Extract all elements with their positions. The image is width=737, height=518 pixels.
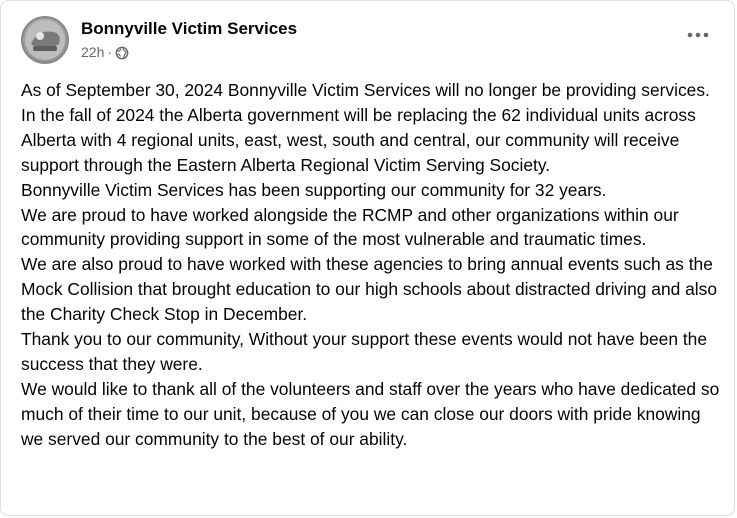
- page-avatar[interactable]: [21, 16, 69, 64]
- post-subline: [81, 42, 297, 62]
- avatar-logo-icon: [23, 18, 67, 62]
- post-paragraph: As of September 30, 2024 Bonnyville Victim Services will no longer be providing services. In the fall of 2024 the Alberta government will be replacing the 62 individual units across Alberta with 4 regional units, east, west, south and central, our community will receive support through the Eastern Alberta Regional Victim Serving Society.: [21, 80, 710, 175]
- more-options-icon[interactable]: [684, 25, 712, 45]
- post-header: [21, 15, 297, 65]
- post-message: [21, 78, 721, 452]
- post-paragraph: Bonnyville Victim Services has been supporting our community for 32 years.: [21, 179, 607, 200]
- separator-dot: ·: [107, 44, 113, 60]
- post-paragraph: We would like to thank all of the volunteers and staff over the years who have dedicated so much of their time to our unit, because of you we can close our doors with pride knowing we served our community to the best of our ability.: [21, 378, 720, 449]
- post-paragraph: We are proud to have worked alongside the RCMP and other organizations within our community providing support in some of the most vulnerable and traumatic times.: [21, 204, 679, 250]
- post-paragraph: Thank you to our community, Without your support these events would not have been the success that they were.: [21, 329, 708, 374]
- globe-icon[interactable]: [115, 45, 129, 59]
- post-timestamp[interactable]: 22h: [81, 44, 105, 60]
- page-name-link[interactable]: Bonnyville Victim Services: [81, 19, 298, 38]
- post-paragraph: We are also proud to have worked with these agencies to bring annual events such as the Mock Collision that brought education to our high schools about distracted driving and also the Charity Check Stop in December.: [21, 254, 718, 325]
- post-meta: [81, 18, 297, 62]
